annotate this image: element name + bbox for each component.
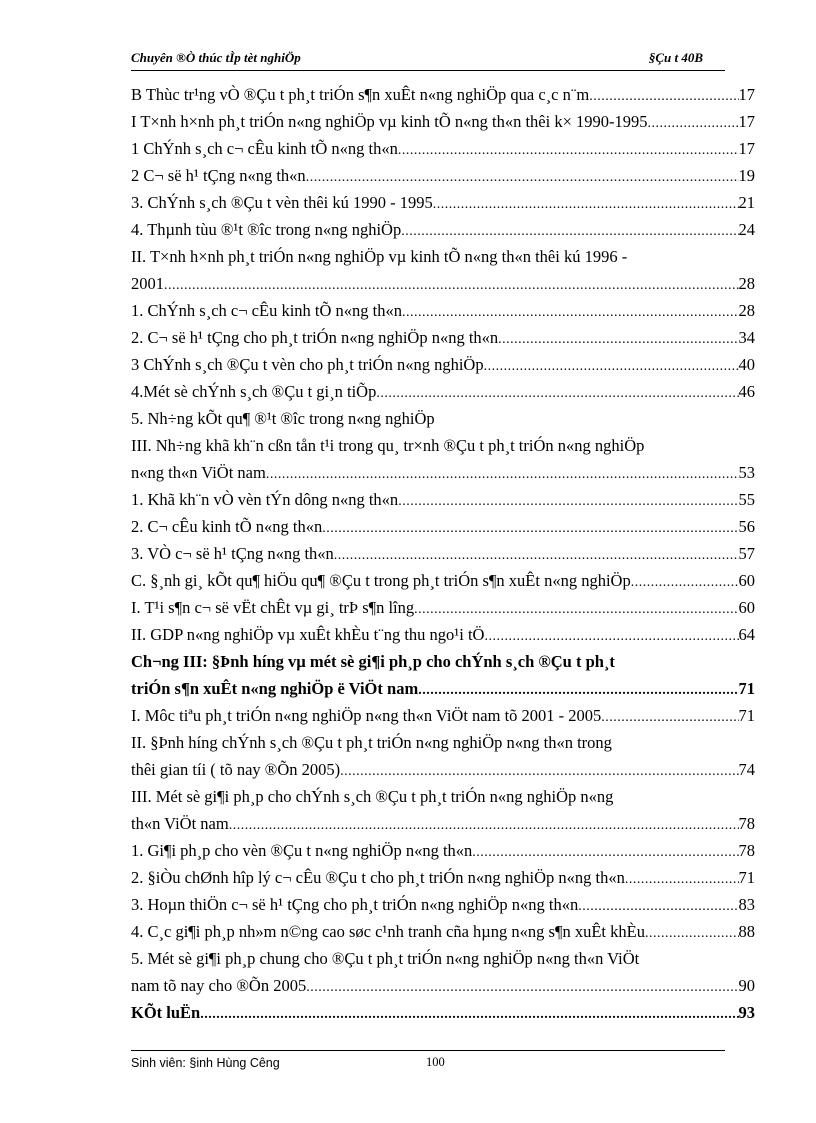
toc-entry xyxy=(131,567,755,594)
toc-entry-text: 4. Thµnh tùu ®¹t ®îc trong n«ng nghiÖp xyxy=(131,220,402,239)
toc-entry-text: 4. C¸c gi¶i ph¸p nh»m n©ng cao søc c¹nh tranh cña hµng n«ng s¶n xuÊt khÈu xyxy=(131,922,645,941)
toc-entry-text: nam tõ nay cho ®Õn 2005 xyxy=(131,976,307,995)
toc-entry-page: 40 xyxy=(738,355,755,374)
toc-leader-dots xyxy=(306,164,739,189)
toc-entry-text: 5. Nh÷ng kÕt qu¶ ®¹t ®îc trong n«ng nghiÖp xyxy=(131,409,435,428)
toc-leader-dots xyxy=(625,866,739,891)
table-of-contents xyxy=(131,81,755,1026)
toc-entry-page: 24 xyxy=(738,220,755,239)
toc-entry xyxy=(131,81,755,108)
toc-leader-dots xyxy=(589,83,738,108)
toc-entry-page: 34 xyxy=(738,328,755,347)
toc-entry-page: 28 xyxy=(738,274,755,293)
toc-entry xyxy=(131,648,755,675)
toc-leader-dots xyxy=(376,380,738,405)
toc-leader-dots xyxy=(418,677,738,702)
toc-entry-text: 2 C¬ së h¹ tÇng n«ng th«n xyxy=(131,166,306,185)
page-footer xyxy=(131,1050,725,1073)
toc-entry xyxy=(131,945,755,972)
toc-leader-dots xyxy=(601,704,738,729)
toc-entry xyxy=(131,999,755,1026)
toc-entry-text: 2001 xyxy=(131,274,164,293)
toc-entry xyxy=(131,513,755,540)
header-class: §Çu t 40B xyxy=(648,50,703,65)
toc-leader-dots xyxy=(398,488,738,513)
toc-entry xyxy=(131,108,755,135)
toc-entry-text: 1. Gi¶i ph¸p cho vèn ®Çu t n«ng nghiÖp n«ng th«n xyxy=(131,841,473,860)
toc-entry xyxy=(131,972,755,999)
toc-entry-text: I T×nh h×nh ph¸t triÓn n«ng nghiÖp vµ kinh tÕ n«ng th«n thêi k× 1990-1995 xyxy=(131,112,648,131)
toc-entry-page: 60 xyxy=(738,571,755,590)
toc-entry-text: KÕt luËn xyxy=(131,1003,201,1022)
toc-entry-page: 55 xyxy=(738,490,755,509)
toc-entry-page: 71 xyxy=(738,706,755,725)
toc-entry-page: 93 xyxy=(738,1003,755,1022)
toc-entry-text: I. T¹i s¶n c¬ së vËt chÊt vµ gi¸ trÞ s¶n lîng xyxy=(131,598,415,617)
toc-entry-text: 3 ChÝnh s¸ch ®Çu t vèn cho ph¸t triÓn n«ng nghiÖp xyxy=(131,355,484,374)
toc-entry-text: n«ng th«n ViÖt nam xyxy=(131,463,266,482)
toc-entry xyxy=(131,837,755,864)
toc-entry-text: III. Mét sè gi¶i ph¸p cho chÝnh s¸ch ®Çu t ph¸t triÓn n«ng nghiÖp n«ng xyxy=(131,787,614,806)
toc-entry xyxy=(131,135,755,162)
toc-entry-text: 2. C¬ së h¹ tÇng cho ph¸t triÓn n«ng nghiÖp n«ng th«n xyxy=(131,328,499,347)
toc-leader-dots xyxy=(229,812,739,837)
toc-entry xyxy=(131,324,755,351)
toc-leader-dots xyxy=(306,974,738,999)
toc-entry xyxy=(131,405,755,432)
toc-entry-text: 1 ChÝnh s¸ch c¬ cÊu kinh tÕ n«ng th«n xyxy=(131,139,398,158)
toc-entry xyxy=(131,729,755,756)
toc-entry-page: 53 xyxy=(738,463,755,482)
toc-leader-dots xyxy=(340,758,738,783)
toc-entry-text: 5. Mét sè gi¶i ph¸p chung cho ®Çu t ph¸t triÓn n«ng nghiÖp n«ng th«n ViÖt xyxy=(131,949,640,968)
toc-entry xyxy=(131,621,755,648)
toc-entry-page: 78 xyxy=(738,841,755,860)
toc-entry xyxy=(131,270,755,297)
toc-entry-page: 17 xyxy=(738,85,755,104)
footer-page-number: 100 xyxy=(426,1055,445,1069)
toc-leader-dots xyxy=(433,191,739,216)
toc-leader-dots xyxy=(472,839,738,864)
toc-entry xyxy=(131,864,755,891)
toc-entry-page: 21 xyxy=(738,193,755,212)
toc-entry xyxy=(131,243,755,270)
toc-entry xyxy=(131,297,755,324)
toc-leader-dots xyxy=(498,326,738,351)
toc-entry xyxy=(131,351,755,378)
toc-leader-dots xyxy=(484,353,739,378)
toc-entry-text: II. GDP n«ng nghiÖp vµ xuÊt khÈu t¨ng thu ngo¹i tÖ xyxy=(131,625,485,644)
toc-leader-dots xyxy=(578,893,738,918)
toc-entry-text: th«n ViÖt nam xyxy=(131,814,229,833)
toc-entry xyxy=(131,918,755,945)
toc-entry-text: 4.Mét sè chÝnh s¸ch ®Çu t gi¸n tiÕp xyxy=(131,382,377,401)
toc-entry-text: Ch¬ng III: §Þnh híng vµ mét sè gi¶i ph¸p cho chÝnh s¸ch ®Çu t ph¸t xyxy=(131,652,615,671)
toc-entry xyxy=(131,378,755,405)
toc-entry-page: 83 xyxy=(738,895,755,914)
toc-entry xyxy=(131,486,755,513)
header-title: Chuyên ®Ò thúc tÌp tèt nghiÖp xyxy=(131,50,301,65)
toc-entry xyxy=(131,189,755,216)
toc-entry xyxy=(131,594,755,621)
toc-entry-text: II. T×nh h×nh ph¸t triÓn n«ng nghiÖp vµ kinh tÕ n«ng th«n thêi kú 1996 - xyxy=(131,247,628,266)
toc-entry-text: 2. C¬ cÊu kinh tÕ n«ng th«n xyxy=(131,517,323,536)
toc-entry-text: 3. Hoµn thiÖn c¬ së h¹ tÇng cho ph¸t triÓn n«ng nghiÖp n«ng th«n xyxy=(131,895,579,914)
toc-leader-dots xyxy=(648,110,739,135)
toc-entry-page: 57 xyxy=(738,544,755,563)
toc-entry-text: thêi gian tíi ( tõ nay ®Õn 2005) xyxy=(131,760,341,779)
page-header xyxy=(131,48,725,71)
toc-entry-page: 56 xyxy=(738,517,755,536)
toc-entry xyxy=(131,702,755,729)
toc-entry-text: III. Nh÷ng khã kh¨n cßn tån t¹i trong qu¸ tr×nh ®Çu t ph¸t triÓn n«ng nghiÖp xyxy=(131,436,645,455)
toc-entry xyxy=(131,162,755,189)
toc-entry xyxy=(131,459,755,486)
toc-entry-page: 88 xyxy=(738,922,755,941)
toc-leader-dots xyxy=(164,272,739,297)
toc-entry xyxy=(131,756,755,783)
toc-leader-dots xyxy=(398,137,739,162)
toc-entry xyxy=(131,810,755,837)
toc-entry xyxy=(131,675,755,702)
toc-leader-dots xyxy=(401,218,738,243)
toc-entry-page: 64 xyxy=(738,625,755,644)
toc-entry-text: I. Môc tiªu ph¸t triÓn n«ng nghiÖp n«ng th«n ViÖt nam tõ 2001 - 2005 xyxy=(131,706,602,725)
toc-entry-page: 17 xyxy=(738,139,755,158)
toc-entry-text: 3. ChÝnh s¸ch ®Çu t vèn thêi kú 1990 - 1995 xyxy=(131,193,433,212)
toc-entry xyxy=(131,216,755,243)
toc-entry xyxy=(131,783,755,810)
toc-entry-text: 1. Khã kh¨n vÒ vèn tÝn dông n«ng th«n xyxy=(131,490,399,509)
toc-entry-text: B Thùc tr¹ng vÒ ®Çu t ph¸t triÓn s¶n xuÊt n«ng nghiÖp qua c¸c n¨m xyxy=(131,85,590,104)
toc-entry-page: 46 xyxy=(738,382,755,401)
toc-leader-dots xyxy=(402,299,739,324)
toc-leader-dots xyxy=(266,461,739,486)
toc-entry-page: 78 xyxy=(738,814,755,833)
toc-leader-dots xyxy=(414,596,738,621)
toc-entry-text: 2. §iÒu chØnh hîp lý c¬ cÊu ®Çu t cho ph¸t triÓn n«ng nghiÖp n«ng th«n xyxy=(131,868,625,887)
footer-author: Sinh viên: §inh Hùng Cêng xyxy=(131,1056,280,1070)
toc-entry xyxy=(131,432,755,459)
toc-entry-text: 3. VÒ c¬ së h¹ tÇng n«ng th«n xyxy=(131,544,334,563)
toc-entry-page: 19 xyxy=(738,166,755,185)
toc-entry-text: II. §Þnh híng chÝnh s¸ch ®Çu t ph¸t triÓn n«ng nghiÖp n«ng th«n trong xyxy=(131,733,612,752)
toc-leader-dots xyxy=(334,542,739,567)
toc-leader-dots xyxy=(631,569,739,594)
toc-entry-page: 74 xyxy=(738,760,755,779)
toc-entry-text: 1. ChÝnh s¸ch c¬ cÊu kinh tÕ n«ng th«n xyxy=(131,301,402,320)
toc-entry-page: 71 xyxy=(738,868,755,887)
toc-entry xyxy=(131,540,755,567)
toc-leader-dots xyxy=(322,515,738,540)
toc-entry-page: 28 xyxy=(738,301,755,320)
toc-leader-dots xyxy=(484,623,738,648)
toc-entry xyxy=(131,891,755,918)
toc-entry-page: 17 xyxy=(738,112,755,131)
toc-entry-page: 90 xyxy=(738,976,755,995)
toc-leader-dots xyxy=(645,920,739,945)
toc-leader-dots xyxy=(200,1001,738,1026)
toc-entry-text: C. §¸nh gi¸ kÕt qu¶ hiÖu qu¶ ®Çu t trong ph¸t triÓn s¶n xuÊt n«ng nghiÖp xyxy=(131,571,631,590)
toc-entry-page: 60 xyxy=(738,598,755,617)
toc-entry-text: triÓn s¶n xuÊt n«ng nghiÖp ë ViÖt nam xyxy=(131,679,419,698)
toc-entry-page: 71 xyxy=(738,679,755,698)
